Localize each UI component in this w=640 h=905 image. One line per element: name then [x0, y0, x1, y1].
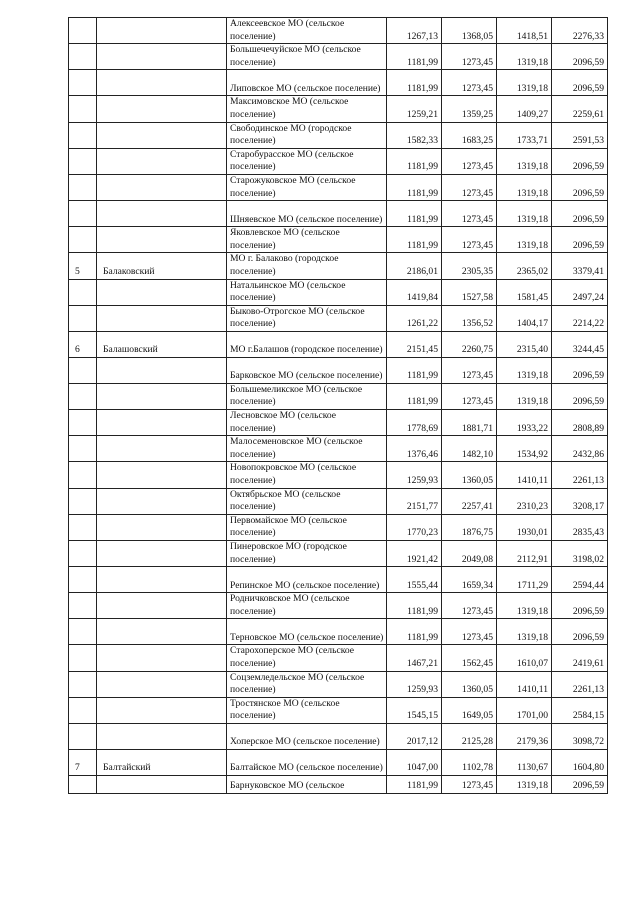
value-cell-1: 1778,69: [387, 410, 442, 436]
row-number-cell: [69, 122, 97, 148]
municipality-cell: Пинеровское МО (городское поселение): [227, 541, 387, 567]
value-cell-1: 1181,99: [387, 357, 442, 383]
value-cell-1: 1376,46: [387, 436, 442, 462]
value-cell-1: 1467,21: [387, 645, 442, 671]
value-cell-4: 2419,61: [552, 645, 608, 671]
row-number-cell: [69, 357, 97, 383]
row-number-cell: [69, 70, 97, 96]
value-cell-3: 1701,00: [497, 697, 552, 723]
value-cell-2: 1649,05: [442, 697, 497, 723]
value-cell-3: 1319,18: [497, 227, 552, 253]
district-cell: [97, 201, 227, 227]
value-cell-2: 1273,45: [442, 593, 497, 619]
table-row: [69, 436, 608, 462]
value-cell-3: 2310,23: [497, 488, 552, 514]
district-cell: [97, 567, 227, 593]
value-cell-3: 1319,18: [497, 148, 552, 174]
table-row: [69, 96, 608, 122]
municipality-cell: Старохоперское МО (сельское поселение): [227, 645, 387, 671]
value-cell-2: 2305,35: [442, 253, 497, 279]
value-cell-4: 2096,59: [552, 357, 608, 383]
table-row: [69, 18, 608, 44]
district-cell: [97, 279, 227, 305]
value-cell-1: 1555,44: [387, 567, 442, 593]
row-number-cell: 5: [69, 253, 97, 279]
value-cell-1: 1770,23: [387, 514, 442, 540]
value-cell-2: 1273,45: [442, 619, 497, 645]
table-row: [69, 383, 608, 409]
value-cell-3: 1319,18: [497, 619, 552, 645]
table-row: [69, 514, 608, 540]
row-number-cell: [69, 148, 97, 174]
value-cell-1: 1259,21: [387, 96, 442, 122]
value-cell-2: 2049,08: [442, 541, 497, 567]
district-cell: [97, 122, 227, 148]
value-cell-4: 2214,22: [552, 305, 608, 331]
table-row: [69, 567, 608, 593]
row-number-cell: 6: [69, 331, 97, 357]
value-cell-3: 2315,40: [497, 331, 552, 357]
value-cell-2: 1273,45: [442, 357, 497, 383]
municipality-cell: Балтайское МО (сельское поселение): [227, 749, 387, 775]
district-cell: Балтайский: [97, 749, 227, 775]
municipality-cell: Быково-Отрогское МО (сельское поселение): [227, 305, 387, 331]
value-cell-1: 1259,93: [387, 462, 442, 488]
value-cell-1: 1181,99: [387, 174, 442, 200]
value-cell-4: 2497,24: [552, 279, 608, 305]
value-cell-4: 3198,02: [552, 541, 608, 567]
value-cell-1: 1921,42: [387, 541, 442, 567]
value-cell-3: 1319,18: [497, 357, 552, 383]
value-cell-1: 1181,99: [387, 201, 442, 227]
value-cell-3: 1319,18: [497, 775, 552, 793]
value-cell-3: 1733,71: [497, 122, 552, 148]
table-row: [69, 148, 608, 174]
row-number-cell: [69, 567, 97, 593]
value-cell-2: 1527,58: [442, 279, 497, 305]
value-cell-3: 1933,22: [497, 410, 552, 436]
table-row: [69, 645, 608, 671]
value-cell-4: 2584,15: [552, 697, 608, 723]
value-cell-3: 1410,11: [497, 462, 552, 488]
district-cell: [97, 723, 227, 749]
district-cell: [97, 357, 227, 383]
table-row: [69, 174, 608, 200]
value-cell-2: 1360,05: [442, 671, 497, 697]
table-row: [69, 357, 608, 383]
table-row: [69, 331, 608, 357]
municipality-cell: Максимовское МО (сельское поселение): [227, 96, 387, 122]
district-cell: [97, 593, 227, 619]
row-number-cell: [69, 541, 97, 567]
value-cell-2: 1683,25: [442, 122, 497, 148]
value-cell-3: 2112,91: [497, 541, 552, 567]
district-cell: [97, 410, 227, 436]
table-row: [69, 697, 608, 723]
row-number-cell: [69, 462, 97, 488]
municipality-cell: Родничковское МО (сельское поселение): [227, 593, 387, 619]
municipality-cell: Шняевское МО (сельское поселение): [227, 201, 387, 227]
table-row: [69, 410, 608, 436]
table-row: [69, 775, 608, 793]
value-cell-4: 1604,80: [552, 749, 608, 775]
municipality-cell: Соцземледельское МО (сельское поселение): [227, 671, 387, 697]
district-cell: [97, 305, 227, 331]
value-cell-2: 1562,45: [442, 645, 497, 671]
value-cell-3: 1319,18: [497, 201, 552, 227]
value-cell-2: 1273,45: [442, 201, 497, 227]
value-cell-2: 1273,45: [442, 174, 497, 200]
row-number-cell: [69, 227, 97, 253]
value-cell-2: 1356,52: [442, 305, 497, 331]
value-cell-3: 2365,02: [497, 253, 552, 279]
value-cell-4: 2261,13: [552, 671, 608, 697]
row-number-cell: [69, 645, 97, 671]
value-cell-3: 1404,17: [497, 305, 552, 331]
value-cell-4: 2594,44: [552, 567, 608, 593]
tariff-table: [68, 17, 608, 794]
row-number-cell: [69, 96, 97, 122]
value-cell-2: 1273,45: [442, 227, 497, 253]
district-cell: Балашовский: [97, 331, 227, 357]
district-cell: [97, 775, 227, 793]
value-cell-1: 1545,15: [387, 697, 442, 723]
value-cell-2: 1876,75: [442, 514, 497, 540]
district-cell: [97, 488, 227, 514]
value-cell-4: 3098,72: [552, 723, 608, 749]
value-cell-1: 1181,99: [387, 775, 442, 793]
value-cell-4: 2591,53: [552, 122, 608, 148]
value-cell-2: 1360,05: [442, 462, 497, 488]
value-cell-1: 1047,00: [387, 749, 442, 775]
table-row: [69, 227, 608, 253]
row-number-cell: [69, 201, 97, 227]
district-cell: Балаковский: [97, 253, 227, 279]
value-cell-4: 2096,59: [552, 201, 608, 227]
value-cell-1: 2186,01: [387, 253, 442, 279]
row-number-cell: [69, 723, 97, 749]
value-cell-3: 1581,45: [497, 279, 552, 305]
value-cell-4: 2259,61: [552, 96, 608, 122]
value-cell-4: 2096,59: [552, 148, 608, 174]
table-row: [69, 723, 608, 749]
value-cell-4: 2096,59: [552, 174, 608, 200]
row-number-cell: [69, 18, 97, 44]
municipality-cell: Малосеменовское МО (сельское поселение): [227, 436, 387, 462]
value-cell-4: 2261,13: [552, 462, 608, 488]
value-cell-3: 1319,18: [497, 593, 552, 619]
municipality-cell: Первомайское МО (сельское поселение): [227, 514, 387, 540]
value-cell-2: 1659,34: [442, 567, 497, 593]
value-cell-4: 2835,43: [552, 514, 608, 540]
municipality-cell: Старобурасское МО (сельское поселение): [227, 148, 387, 174]
municipality-cell: Липовское МО (сельское поселение): [227, 70, 387, 96]
municipality-cell: МО г. Балаково (городское поселение): [227, 253, 387, 279]
district-cell: [97, 227, 227, 253]
table-row: [69, 279, 608, 305]
district-cell: [97, 96, 227, 122]
value-cell-3: 1418,51: [497, 18, 552, 44]
table-row: [69, 671, 608, 697]
district-cell: [97, 645, 227, 671]
table-row: [69, 462, 608, 488]
value-cell-4: 2808,89: [552, 410, 608, 436]
value-cell-1: 1181,99: [387, 383, 442, 409]
value-cell-1: 2151,77: [387, 488, 442, 514]
row-number-cell: [69, 436, 97, 462]
row-number-cell: 7: [69, 749, 97, 775]
value-cell-3: 1319,18: [497, 70, 552, 96]
row-number-cell: [69, 697, 97, 723]
value-cell-3: 1410,11: [497, 671, 552, 697]
municipality-cell: Старожуковское МО (сельское поселение): [227, 174, 387, 200]
row-number-cell: [69, 671, 97, 697]
row-number-cell: [69, 593, 97, 619]
district-cell: [97, 383, 227, 409]
value-cell-4: 3244,45: [552, 331, 608, 357]
row-number-cell: [69, 279, 97, 305]
value-cell-1: 1181,99: [387, 619, 442, 645]
value-cell-4: 3379,41: [552, 253, 608, 279]
value-cell-3: 1534,92: [497, 436, 552, 462]
row-number-cell: [69, 488, 97, 514]
municipality-cell: Натальинское МО (сельское поселение): [227, 279, 387, 305]
municipality-cell: Большечечуйское МО (сельское поселение): [227, 44, 387, 70]
table-row: [69, 70, 608, 96]
district-cell: [97, 70, 227, 96]
table-row: [69, 749, 608, 775]
value-cell-3: 1319,18: [497, 174, 552, 200]
row-number-cell: [69, 174, 97, 200]
value-cell-4: 2096,59: [552, 619, 608, 645]
value-cell-1: 1261,22: [387, 305, 442, 331]
value-cell-3: 2179,36: [497, 723, 552, 749]
value-cell-2: 1359,25: [442, 96, 497, 122]
row-number-cell: [69, 305, 97, 331]
municipality-cell: Большемеликское МО (сельское поселение): [227, 383, 387, 409]
row-number-cell: [69, 383, 97, 409]
value-cell-1: 1181,99: [387, 593, 442, 619]
value-cell-2: 2125,28: [442, 723, 497, 749]
municipality-cell: Яковлевское МО (сельское поселение): [227, 227, 387, 253]
value-cell-4: 2096,59: [552, 383, 608, 409]
row-number-cell: [69, 514, 97, 540]
table-row: [69, 305, 608, 331]
value-cell-2: 2257,41: [442, 488, 497, 514]
district-cell: [97, 671, 227, 697]
value-cell-4: 3208,17: [552, 488, 608, 514]
table-row: [69, 44, 608, 70]
value-cell-2: 1482,10: [442, 436, 497, 462]
value-cell-2: 1273,45: [442, 44, 497, 70]
value-cell-2: 1273,45: [442, 775, 497, 793]
value-cell-4: 2432,86: [552, 436, 608, 462]
district-cell: [97, 436, 227, 462]
table-row: [69, 122, 608, 148]
value-cell-3: 1409,27: [497, 96, 552, 122]
district-cell: [97, 514, 227, 540]
municipality-cell: Тростянское МО (сельское поселение): [227, 697, 387, 723]
value-cell-4: 2096,59: [552, 70, 608, 96]
row-number-cell: [69, 410, 97, 436]
value-cell-1: 1419,84: [387, 279, 442, 305]
municipality-cell: Барковское МО (сельское поселение): [227, 357, 387, 383]
value-cell-3: 1319,18: [497, 383, 552, 409]
district-cell: [97, 174, 227, 200]
value-cell-4: 2096,59: [552, 593, 608, 619]
row-number-cell: [69, 619, 97, 645]
table-row: [69, 488, 608, 514]
table-body: [69, 18, 608, 794]
value-cell-1: 1181,99: [387, 70, 442, 96]
value-cell-2: 2260,75: [442, 331, 497, 357]
value-cell-3: 1711,29: [497, 567, 552, 593]
value-cell-3: 1130,67: [497, 749, 552, 775]
municipality-cell: Свободинское МО (городское поселение): [227, 122, 387, 148]
district-cell: [97, 44, 227, 70]
table-row: [69, 201, 608, 227]
value-cell-4: 2096,59: [552, 44, 608, 70]
value-cell-1: 1267,13: [387, 18, 442, 44]
municipality-cell: Октябрьское МО (сельское поселение): [227, 488, 387, 514]
value-cell-1: 2017,12: [387, 723, 442, 749]
row-number-cell: [69, 775, 97, 793]
municipality-cell: Новопокровское МО (сельское поселение): [227, 462, 387, 488]
value-cell-1: 1181,99: [387, 44, 442, 70]
table-row: [69, 619, 608, 645]
district-cell: [97, 18, 227, 44]
value-cell-2: 1273,45: [442, 70, 497, 96]
municipality-cell: Терновское МО (сельское поселение): [227, 619, 387, 645]
municipality-cell: Хоперское МО (сельское поселение): [227, 723, 387, 749]
value-cell-3: 1319,18: [497, 44, 552, 70]
value-cell-1: 1181,99: [387, 148, 442, 174]
district-cell: [97, 462, 227, 488]
municipality-cell: МО г.Балашов (городское поселение): [227, 331, 387, 357]
value-cell-3: 1610,07: [497, 645, 552, 671]
municipality-cell: Алексеевское МО (сельское поселение): [227, 18, 387, 44]
value-cell-1: 1259,93: [387, 671, 442, 697]
district-cell: [97, 148, 227, 174]
value-cell-2: 1273,45: [442, 383, 497, 409]
table-row: [69, 593, 608, 619]
municipality-cell: Репинское МО (сельское поселение): [227, 567, 387, 593]
municipality-cell: Лесновское МО (сельское поселение): [227, 410, 387, 436]
value-cell-1: 1582,33: [387, 122, 442, 148]
district-cell: [97, 541, 227, 567]
value-cell-4: 2096,59: [552, 227, 608, 253]
value-cell-2: 1881,71: [442, 410, 497, 436]
value-cell-1: 1181,99: [387, 227, 442, 253]
value-cell-4: 2276,33: [552, 18, 608, 44]
value-cell-4: 2096,59: [552, 775, 608, 793]
value-cell-2: 1273,45: [442, 148, 497, 174]
district-cell: [97, 619, 227, 645]
value-cell-1: 2151,45: [387, 331, 442, 357]
row-number-cell: [69, 44, 97, 70]
table-row: [69, 253, 608, 279]
value-cell-2: 1102,78: [442, 749, 497, 775]
municipality-cell: Барнуковское МО (сельское: [227, 775, 387, 793]
value-cell-3: 1930,01: [497, 514, 552, 540]
table-row: [69, 541, 608, 567]
district-cell: [97, 697, 227, 723]
value-cell-2: 1368,05: [442, 18, 497, 44]
